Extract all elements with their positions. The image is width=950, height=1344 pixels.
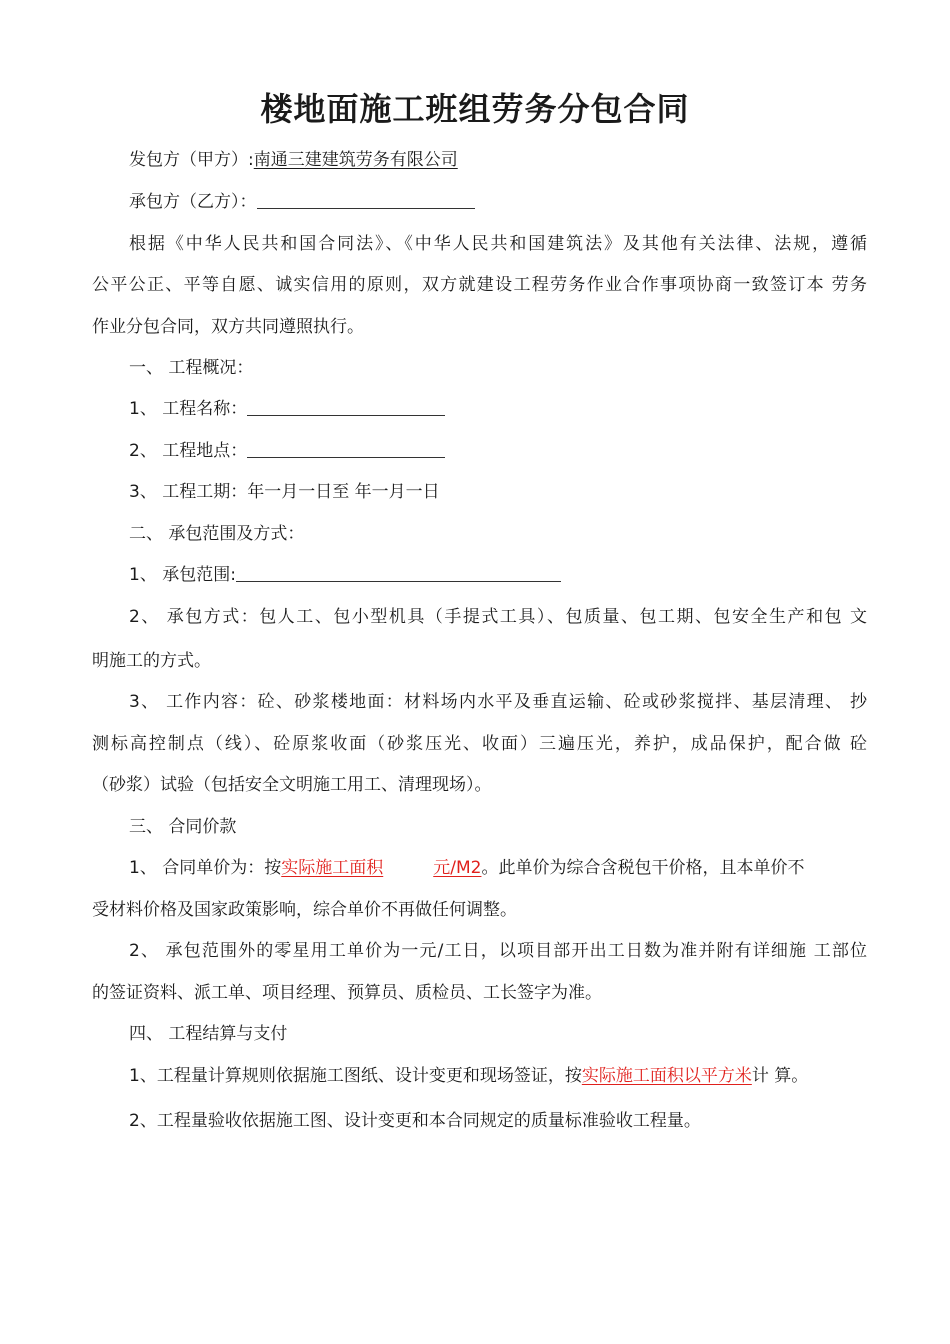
unit-price-line-2: 受材料价格及国家政策影响，综合单价不再做任何调整。: [92, 900, 517, 920]
project-name-blank: [247, 399, 445, 416]
project-duration-line: 3、 工程工期：年一月一日至 年一月一日: [129, 482, 440, 502]
party-a-label: 发包方（甲方）:: [129, 150, 254, 170]
unit-price-unit: 元/M2: [433, 858, 482, 878]
party-b-line: [129, 191, 867, 213]
project-name-label: 1、 工程名称：: [129, 399, 248, 419]
odd-job-price-line-2: 的签证资料、派工单、项目经理、预算员、质检员、工长签字为准。: [92, 983, 602, 1003]
quantity-rule-prefix: 1、工程量计算规则依据施工图纸、设计变更和现场签证，按: [129, 1066, 582, 1086]
project-name-line: [129, 398, 867, 420]
contract-method-line-2: 明施工的方式。: [92, 651, 211, 671]
section-2-heading: 二、 承包范围及方式：: [129, 524, 305, 544]
party-a-value: 南通三建建筑劳务有限公司: [253, 150, 458, 170]
work-content-line-1: 3、 工作内容：砼、砂浆楼地面：材料场内水平及垂直运输、砼或砂浆搅拌、基层清理、 抄: [129, 692, 867, 712]
unit-price-area-basis: 实际施工面积: [281, 858, 384, 878]
scope-line: [129, 564, 867, 586]
document-title: 楼地面施工班组劳务分包合同: [260, 90, 690, 128]
quantity-rule-basis: 实际施工面积以平方米: [581, 1066, 752, 1086]
intro-line-1: 根据《中华人民共和国合同法》、《中华人民共和国建筑法》及其他有关法律、法规，遵循: [129, 234, 867, 254]
party-a-line: [129, 149, 867, 171]
section-4-heading: 四、 工程结算与支付: [129, 1024, 288, 1044]
project-location-blank: [247, 441, 445, 458]
project-location-label: 2、 工程地点：: [129, 441, 248, 461]
quantity-acceptance-line: 2、工程量验收依据施工图、设计变更和本合同规定的质量标准验收工程量。: [129, 1111, 701, 1131]
odd-job-price-line-1: 2、 承包范围外的零星用工单价为一元/工日，以项目部开出工日数为准并附有详细施 工部位: [129, 941, 867, 961]
unit-price-suffix: 。此单价为综合含税包干价格，且本单价不: [481, 858, 805, 878]
intro-line-2: 公平公正、平等自愿、诚实信用的原则，双方就建设工程劳务作业合作事项协商一致签订本 劳务: [92, 275, 867, 295]
unit-price-prefix: 1、 合同单价为：按: [129, 858, 282, 878]
party-b-label: 承包方（乙方）：: [129, 192, 257, 212]
project-location-line: [129, 440, 867, 462]
contract-method-line-1: 2、 承包方式：包人工、包小型机具（手提式工具）、包质量、包工期、包安全生产和包 文: [129, 607, 867, 627]
unit-price-line-1: [129, 857, 867, 879]
quantity-rule-suffix: 计 算。: [751, 1066, 809, 1086]
party-b-blank: [257, 192, 475, 209]
section-1-heading: 一、 工程概况：: [129, 358, 254, 378]
quantity-rule-line: [129, 1065, 867, 1087]
intro-line-3: 作业分包合同，双方共同遵照执行。: [92, 317, 364, 337]
scope-label: 1、 承包范围:: [129, 565, 236, 585]
scope-blank: [236, 565, 561, 582]
section-3-heading: 三、 合同价款: [129, 817, 237, 837]
work-content-line-3: （砂浆）试验（包括安全文明施工用工、清理现场）。: [92, 775, 492, 795]
work-content-line-2: 测标高控制点（线）、砼原浆收面（砂浆压光、收面）三遍压光，养护，成品保护，配合做 砼: [92, 734, 867, 754]
